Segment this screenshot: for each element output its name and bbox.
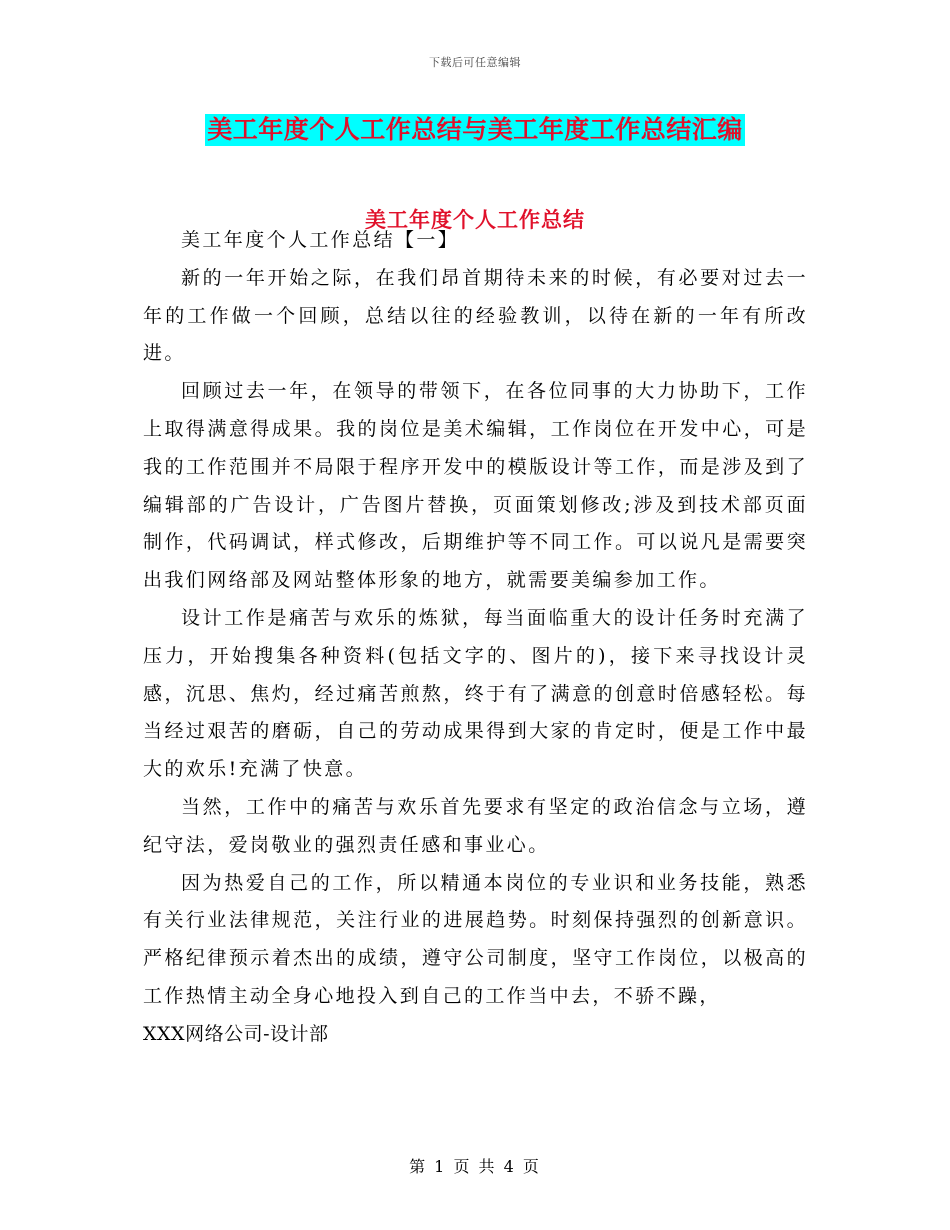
paragraph: 回顾过去一年，在领导的带领下，在各位同事的大力协助下，工作上取得满意得成果。我的岗位是美术编辑，工作岗位在开发中心，可是我的工作范围并不局限于程序开发中的模版设计等工作，而是涉及到了编辑部的广告设计，广告图片替换，页面策划修改;涉及到技术部页面制作，代码调试，样式修改，后期维护等不同工作。可以说凡是需要突出我们网络部及网站整体形象的地方，就需要美编参加工作。	[143, 380, 808, 592]
header-note: 下载后可任意编辑	[429, 56, 521, 69]
section-title: 美工年度个人工作总结	[365, 207, 585, 232]
paragraph: 当然，工作中的痛苦与欢乐首先要求有坚定的政治信念与立场，遵纪守法，爱岗敬业的强烈责任感和事业心。	[143, 795, 808, 856]
document-title	[0, 114, 950, 146]
paragraph-heading: 美工年度个人工作总结【一】	[181, 229, 460, 251]
document-title-text: 美工年度个人工作总结与美工年度工作总结汇编	[207, 115, 743, 144]
paragraph: 设计工作是痛苦与欢乐的炼狱，每当面临重大的设计任务时充满了压力，开始搜集各种资料(包括文字的、图片的)，接下来寻找设计灵感，沉思、焦灼，经过痛苦煎熬，终于有了满意的创意时倍感轻松。每当经过艰苦的磨砺，自己的劳动成果得到大家的肯定时，便是工作中最大的欢乐!充满了快意。	[143, 606, 808, 781]
company-line: XXX网络公司-设计部	[143, 1022, 329, 1045]
paragraph: 新的一年开始之际，在我们昂首期待未来的时候，有必要对过去一年的工作做一个回顾，总结以往的经验教训，以待在新的一年有所改进。	[143, 266, 808, 365]
paragraph: 因为热爱自己的工作，所以精通本岗位的专业识和业务技能，熟悉有关行业法律规范，关注行业的进展趋势。时刻保持强烈的创新意识。 严格纪律预示着杰出的成绩，遵守公司制度，坚守工作岗位，以极高的工作热情主动全身心地投入到自己的工作当中去，不骄不躁，	[143, 871, 808, 1007]
document-body	[143, 222, 808, 1054]
page-number-footer: 第 1 页 共 4 页	[409, 1157, 541, 1176]
